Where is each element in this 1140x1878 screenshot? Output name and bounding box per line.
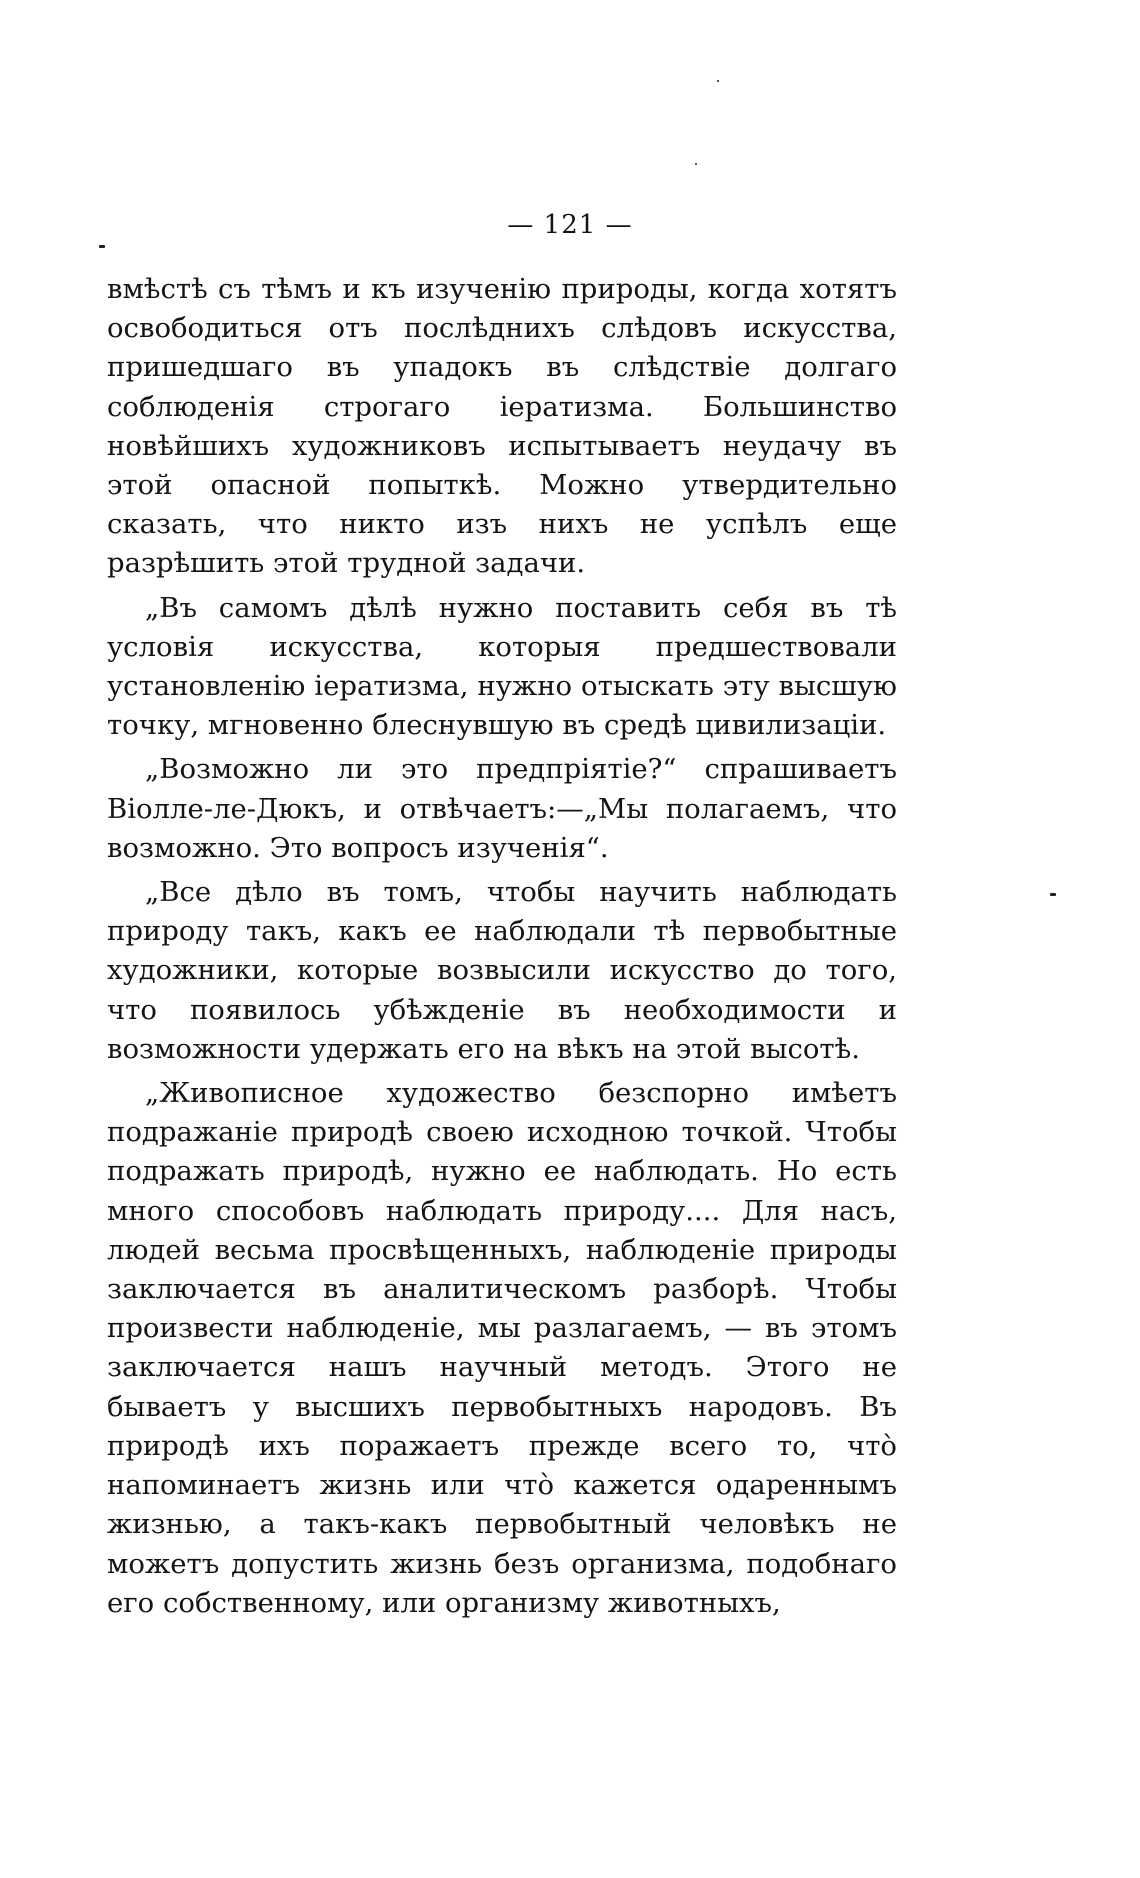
paragraph-4: „Все дѣло въ томъ, чтобы научить наблюдать природу такъ, какъ ее наблюдали тѣ первобытные художники, которые возвысили искусство до того, что появилось убѣжденіе въ необходимости и возможности удержать его на вѣкъ на этой высотѣ. [107, 876, 897, 1065]
page-number: — 121 — [507, 210, 633, 240]
scan-speck [1050, 893, 1056, 896]
paragraph-2: „Въ самомъ дѣлѣ нужно поставить себя въ тѣ условія искусства, которыя предшествовали установленію іератизма, нужно отыскать эту высшую точку, мгновенно блеснувшую въ средѣ цивилизаціи. [107, 591, 897, 742]
scan-speck [695, 163, 697, 165]
paragraph-3: „Возможно ли это предпріятіе?“ спрашиваетъ Віолле-ле-Дюкъ, и отвѣчаетъ:—„Мы полагаемъ, что возможно. Это вопросъ изученія“. [107, 753, 897, 864]
scan-speck [717, 80, 719, 82]
body-text [107, 270, 897, 1628]
scan-speck [99, 245, 105, 248]
paragraph-5: „Живописное художество безспорно имѣетъ подражаніе природѣ своею исходною точкой. Чтобы подражать природѣ, нужно ее наблюдать. Но есть много способовъ наблюдать природу.... Для насъ, людей весьма просвѣщенныхъ, наблюденіе природы заключается въ аналитическомъ разборѣ. Чтобы произвести наблюденіе, мы разлагаемъ, — въ этомъ заключается нашъ научный методъ. Этого не бываетъ у высшихъ первобытныхъ народовъ. Въ природѣ ихъ поражаетъ прежде всего то, что̀ напоминаетъ жизнь или что̀ кажется одареннымъ жизнью, а такъ-какъ первобытный человѣкъ не можетъ допустить жизнь безъ организма, подобнаго его собственному, или организму животныхъ, [107, 1077, 897, 1619]
paragraph-1: вмѣстѣ съ тѣмъ и къ изученію природы, когда хотятъ освободиться отъ послѣднихъ слѣдовъ искусства, пришедшаго въ упадокъ въ слѣдствіе долгаго соблюденія строгаго іератизма. Большинство новѣйшихъ художниковъ испытываетъ неудачу въ этой опасной попыткѣ. Можно утвердительно сказать, что никто изъ нихъ не успѣлъ еще разрѣшить этой трудной задачи. [107, 273, 897, 580]
